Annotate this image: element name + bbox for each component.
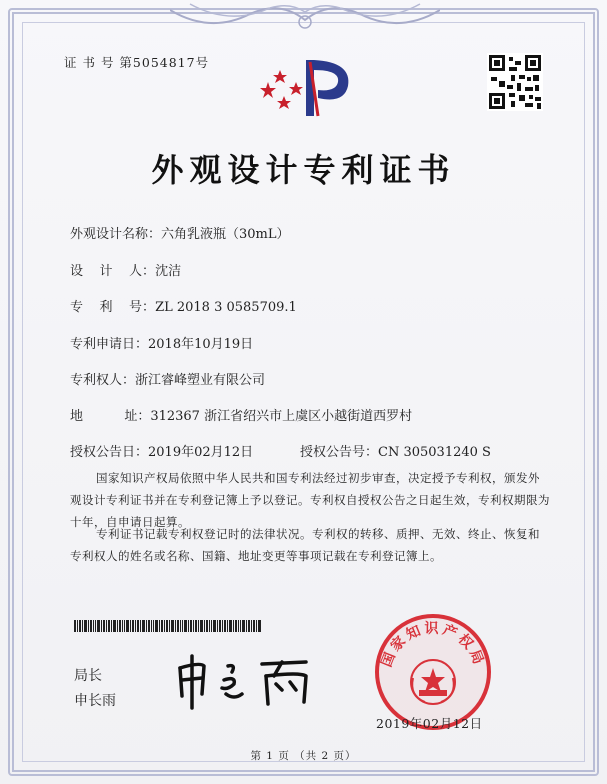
address-field — [70, 405, 412, 424]
filing-date-value: 2018年10月19日 — [148, 337, 254, 352]
body-paragraph-2: 专利证书记载专利权登记时的法律状况。专利权的转移、质押、无效、终止、恢复和专利权人的姓名或名称、国籍、地址变更等事项记载在专利登记簿上。 — [70, 527, 540, 563]
grant-date-label: 授权公告日： — [70, 445, 149, 460]
address-value: 312367 浙江省绍兴市上虞区小越街道西罗村 — [150, 409, 413, 424]
designer-field — [70, 260, 181, 279]
filing-date-label: 专利申请日： — [70, 337, 149, 352]
patentee-value: 浙江睿峰塑业有限公司 — [135, 373, 266, 388]
officer-name: 申长雨 — [74, 693, 116, 709]
page-number: 第 1 页 （共 2 页） — [250, 750, 357, 762]
grant-number-label: 授权公告号： — [300, 445, 379, 460]
designer-value: 沈洁 — [155, 264, 182, 279]
design-name-value: 六角乳液瓶（30mL） — [161, 227, 290, 242]
design-name-label: 外观设计名称： — [70, 227, 162, 242]
address-label: 地 址： — [70, 409, 151, 424]
cnipa-logo-icon — [258, 52, 354, 124]
page-title: 外观设计专利证书 — [151, 151, 456, 189]
patentee-field — [70, 369, 265, 388]
certificate-number: 证 书 号 第5054817号 — [64, 55, 210, 70]
filing-date-field — [70, 333, 253, 352]
design-name-field — [70, 223, 290, 242]
barcode-icon — [74, 620, 262, 632]
official-seal-icon — [368, 610, 498, 730]
patent-number-field — [70, 296, 297, 315]
signature-icon — [170, 650, 320, 710]
grant-date-field — [70, 441, 253, 460]
officer-title: 局长 — [74, 668, 102, 684]
qr-code-icon — [487, 53, 543, 111]
grant-number-value: CN 305031240 S — [378, 445, 491, 460]
grant-number-field — [300, 441, 491, 460]
body-paragraph-1: 国家知识产权局依照中华人民共和国专利法经过初步审查，决定授予专利权，颁发外观设计专利证书并在专利登记簿上予以登记。专利权自授权公告之日起生效，专利权期限为十年，自申请日起算。 — [70, 471, 550, 529]
seal-date: 2019年02月12日 — [376, 716, 483, 731]
designer-label: 设 计 人： — [70, 264, 156, 279]
patent-number-label: 专 利 号： — [70, 300, 156, 315]
seal-text: 国家知识产权局 — [378, 621, 488, 670]
top-ornament-icon — [170, 0, 440, 34]
patent-number-value: ZL 2018 3 0585709.1 — [155, 300, 297, 315]
grant-date-value: 2019年02月12日 — [148, 445, 254, 460]
patentee-label: 专利权人： — [70, 373, 136, 388]
